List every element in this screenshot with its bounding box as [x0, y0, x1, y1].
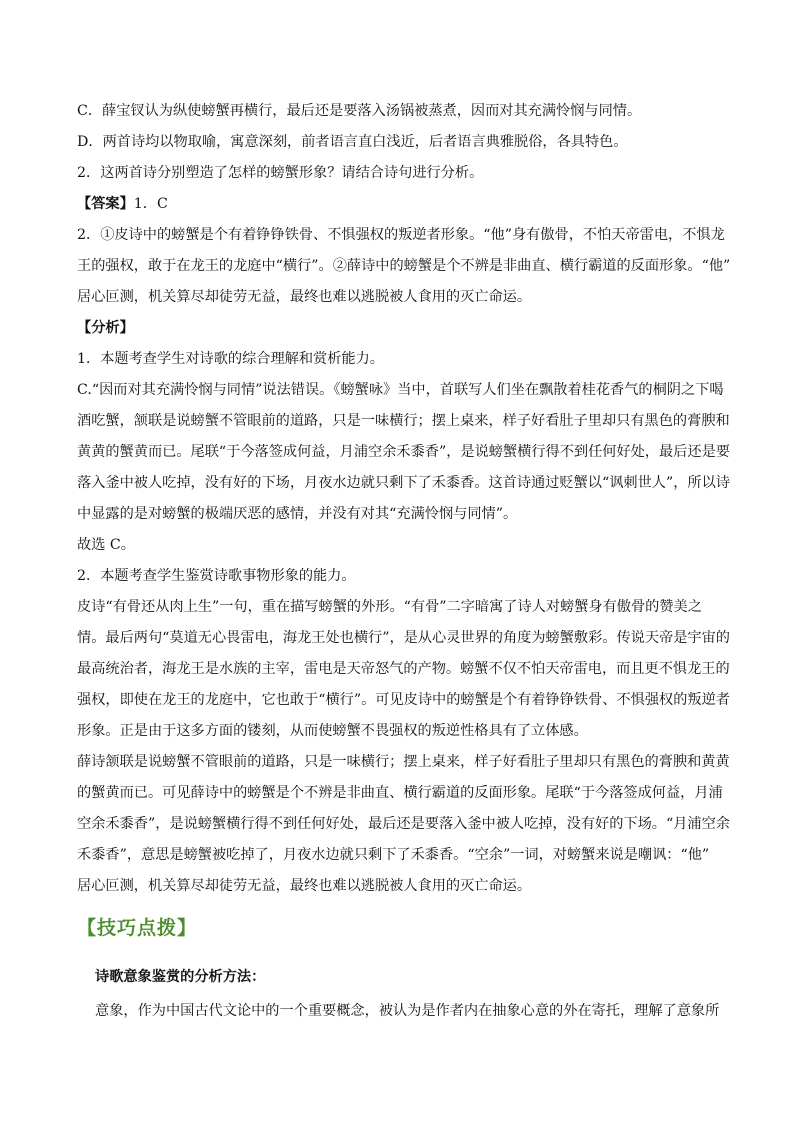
option-d: D．两首诗均以物取喻，寓意深刻，前者语言直白浅近，后者语言典雅脱俗，各具特色。: [77, 134, 628, 150]
analysis-line: 薛诗颔联是说螃蟹不管眼前的道路，只是一味横行；摆上桌来，样子好看肚子里却只有黑色的膏腴和黄黄: [77, 754, 730, 770]
analysis-line: 强权，即使在龙王的龙庭中，它也敢于“横行”。可见皮诗中的螃蟹是个有着铮铮铁骨、不惧强权的叛逆者: [77, 692, 730, 708]
analysis-line: 酒吃蟹，颔联是说螃蟹不管眼前的道路，只是一味横行；摆上桌来，样子好看肚子里却只有黑色的膏腴和: [77, 413, 730, 429]
analysis-line: 1．本题考查学生对诗歌的综合理解和赏析能力。: [77, 351, 384, 367]
analysis-line: 空余禾黍香”，是说螃蟹横行得不到任何好处，最后还是要落入釜中被人吃掉，没有好的下场。“月浦空余: [77, 816, 730, 832]
answer-line: 居心叵测，机关算尽却徒劳无益，最终也难以逃脱被人食用的灭亡命运。: [77, 289, 532, 305]
analysis-line: 皮诗“有骨还从肉上生”一句，重在描写螃蟹的外形。“有骨”二字暗寓了诗人对螃蟹身有傲骨的赞美之: [77, 599, 702, 615]
analysis-line: 的蟹黄而已。可见薛诗中的螃蟹是个不辨是非曲直、横行霸道的反面形象。尾联“于今落签成何益，月浦: [77, 785, 723, 801]
question-2: 2．这两首诗分别塑造了怎样的螃蟹形象？请结合诗句进行分析。: [77, 165, 484, 181]
analysis-line: 情。最后两句“莫道无心畏雷电，海龙王处也横行”，是从心灵世界的角度为螃蟹敷彩。传说天帝是宇宙的: [77, 630, 730, 646]
tips-heading: 【技巧点拨】: [77, 917, 198, 939]
answer-q1: 1．C: [133, 196, 168, 212]
answer-tag: 【答案】: [77, 196, 134, 212]
answer-line: 2．①皮诗中的螃蟹是个有着铮铮铁骨、不惧强权的叛逆者形象。“他”身有傲骨，不怕天帝雷电，不惧龙: [77, 227, 725, 243]
analysis-line: 黄黄的蟹黄而已。尾联“于今落签成何益，月浦空余禾黍香”，是说螃蟹横行得不到任何好处，最后还是要: [77, 444, 730, 460]
tips-paragraph: 意象，作为中国古代文论中的一个重要概念，被认为是作者内在抽象心意的外在寄托，理解了意象所: [95, 1003, 720, 1019]
answer-line: 王的强权，敢于在龙王的龙庭中“横行”。②薛诗中的螃蟹是个不辨是非曲直、横行霸道的反面形象。“他”: [77, 258, 731, 274]
analysis-line: 最高统治者，海龙王是水族的主宰，雷电是天帝怒气的产物。螃蟹不仅不怕天帝雷电，而且更不惧龙王的: [77, 661, 730, 677]
analysis-tag: 【分析】: [77, 320, 134, 336]
answer-row: [77, 194, 737, 214]
option-c: C．薛宝钗认为纵使螃蟹再横行，最后还是要落入汤锅被蒸煮，因而对其充满怜悯与同情。: [77, 103, 642, 119]
analysis-line: 中显露的是对螃蟹的极端厌恶的感情，并没有对其“充满怜悯与同情”。: [77, 506, 518, 522]
analysis-line: 居心叵测，机关算尽却徒劳无益，最终也难以逃脱被人食用的灭亡命运。: [77, 878, 532, 894]
tips-subheading: 诗歌意象鉴赏的分析方法：: [95, 969, 266, 985]
analysis-line: 落入釜中被人吃掉，没有好的下场，月夜水边就只剩下了禾黍香。这首诗通过贬蟹以“讽刺世人”，所以诗: [77, 475, 730, 491]
analysis-line: 禾黍香”，意思是螃蟹被吃掉了，月夜水边就只剩下了禾黍香。“空余”一词，对螃蟹来说是嘲讽：“他”: [77, 847, 710, 863]
analysis-line: 故选 C。: [77, 537, 135, 553]
analysis-line: 2．本题考查学生鉴赏诗歌事物形象的能力。: [77, 568, 356, 584]
analysis-line: 形象。正是由于这多方面的镂刻，从而使螃蟹不畏强权的叛逆性格具有了立体感。: [77, 723, 588, 739]
analysis-line: C.“因而对其充满怜悯与同情”说法错误。《螃蟹咏》当中，首联写人们坐在飘散着桂花香气的桐阴之下喝: [77, 382, 724, 398]
